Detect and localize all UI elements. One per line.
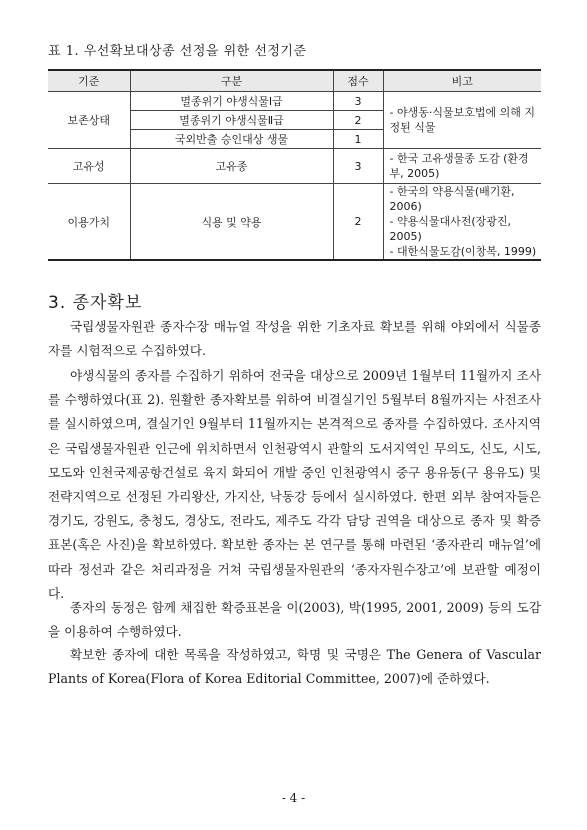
score-cell: 2: [333, 111, 383, 130]
header-score: 점수: [333, 70, 383, 92]
header-criterion: 기준: [48, 70, 130, 92]
paragraph: 야생식물의 종자를 수집하기 위하여 전국을 대상으로 2009년 1월부터 11월까지 조사를 수행하였다(표 2). 원활한 종자확보를 위하여 비결실기인 5월부터 8월까지는 사전조사를 실시하였으며, 결실기인 9월부터 11월까지는 본격적으로 종자를 수집하였다. 조사지역은 국립생물자원관 인근에 위치하면서 인천광역시 관할의 도서지역인 무의도, 신도, 시도, 모도와 인천국제공항건설로 육지 화되어 개발 중인 인천광역시 중구 용유동(구 용유도) 및 전략지역으로 선정된 가리왕산, 가지산, 낙동강 등에서 실시하였다. 한편 외부 참여자들은 경기도, 강원도, 충청도, 경상도, 전라도, 제주도 각각 담당 권역을 대상으로 종자 및 확증표본(혹은 사진)을 확보하였다. 확보한 종자는 본 연구를 통해 마련된 ‘종자관리 매뉴얼’에 따라 정선과 같은 처리과정을 거쳐 국립생물자원관의 ‘종자자원수장고’에 보관할 예정이다.: [48, 368, 541, 601]
header-note: 비고: [383, 70, 541, 92]
selection-criteria-table: [48, 69, 541, 261]
category-cell: 고유종: [130, 149, 333, 184]
section-heading: 3. 종자확보: [48, 293, 143, 313]
note-line: - 한국의 약용식물(배기환, 2006): [389, 185, 515, 213]
criterion-cell: 고유성: [48, 149, 130, 184]
header-category: 구분: [130, 70, 333, 92]
criterion-cell: 보존상태: [48, 92, 130, 149]
table-header-row: [48, 70, 541, 92]
page-number: - 4 -: [281, 791, 306, 805]
category-cell: 멸종위기 야생식물Ⅰ급: [130, 92, 333, 111]
table-caption: 표 1. 우선확보대상종 선정을 위한 선정기준: [48, 44, 307, 59]
criterion-cell: 이용가치: [48, 184, 130, 261]
note-line: - 대한식물도감(이창복, 1999): [389, 245, 537, 258]
score-cell: 3: [333, 149, 383, 184]
note-cell: - 한국 고유생물종 도감 (환경부, 2005): [383, 149, 541, 184]
score-cell: 1: [333, 130, 383, 149]
category-cell: 멸종위기 야생식물Ⅱ급: [130, 111, 333, 130]
category-cell: 국외반출 승인대상 생물: [130, 130, 333, 149]
table-row: [48, 149, 541, 184]
note-line: - 약용식물대사전(장광진, 2005): [389, 215, 512, 243]
score-cell: 2: [333, 184, 383, 261]
paragraph: 국립생물자원관 종자수장 매뉴얼 작성을 위한 기초자료 확보를 위해 야외에서 식물종자를 시험적으로 수집하였다.: [48, 319, 541, 359]
score-cell: 3: [333, 92, 383, 111]
category-cell: 식용 및 약용: [130, 184, 333, 261]
paragraph: 확보한 종자에 대한 목록을 작성하였고, 학명 및 국명은 The Genera of Vascular Plants of Korea(Flora of Korea Editorial Committee, 2007)에 준하였다.: [48, 647, 541, 687]
paragraph: 종자의 동정은 함께 채집한 확증표본을 이(2003), 박(1995, 2001, 2009) 등의 도감을 이용하여 수행하였다.: [48, 600, 541, 640]
table-row: [48, 184, 541, 261]
note-cell: [383, 184, 541, 261]
note-cell: - 야생동·식물보호법에 의해 지정된 식물: [383, 92, 541, 149]
table-row: [48, 92, 541, 111]
